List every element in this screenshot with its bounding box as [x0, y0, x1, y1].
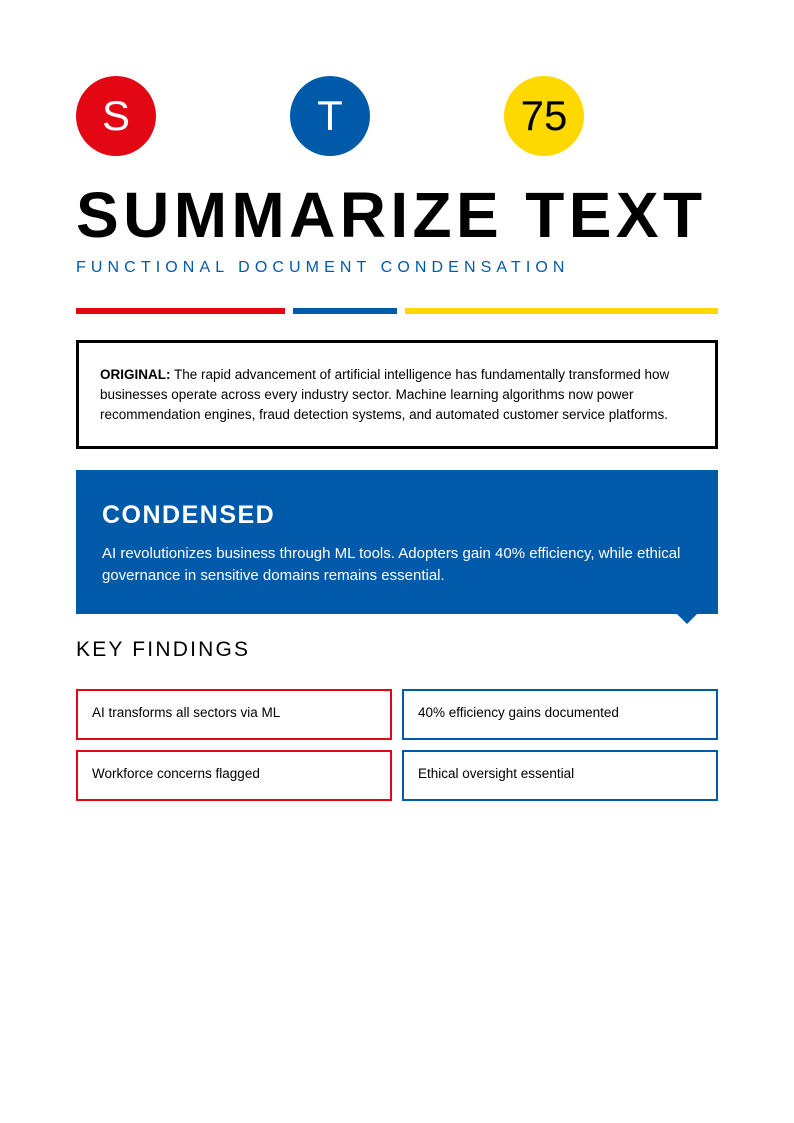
page-subtitle: FUNCTIONAL DOCUMENT CONDENSATION	[76, 259, 570, 276]
condensed-text: AI revolutionizes business through ML tools. Adopters gain 40% efficiency, while ethical governance in sensitive domains remains essential.	[102, 545, 681, 584]
original-text: The rapid advancement of artificial intelligence has fundamentally transformed how businesses operate across every industry sector. Machine learning algorithms now power recommendation engines, fraud detection systems, and automated customer service platforms.	[100, 367, 670, 422]
divider-red-bar	[76, 308, 285, 314]
original-text-box	[76, 340, 718, 449]
badge-t: T	[290, 76, 370, 156]
divider-blue-bar	[293, 308, 397, 314]
badge-75: 75	[504, 76, 584, 156]
finding-card: 40% efficiency gains documented	[402, 689, 718, 740]
original-label: ORIGINAL:	[100, 367, 171, 382]
badge-row	[76, 76, 718, 156]
key-findings-heading: KEY FINDINGS	[76, 638, 251, 661]
finding-card: Workforce concerns flagged	[76, 750, 392, 801]
finding-card: Ethical oversight essential	[402, 750, 718, 801]
color-divider	[76, 308, 718, 314]
divider-yellow-bar	[405, 308, 718, 314]
finding-card: AI transforms all sectors via ML	[76, 689, 392, 740]
condensed-heading: CONDENSED	[102, 501, 276, 529]
page-title: SUMMARIZE TEXT	[76, 179, 707, 251]
badge-s: S	[76, 76, 156, 156]
condensed-panel	[76, 470, 718, 614]
speech-pointer	[677, 614, 697, 624]
